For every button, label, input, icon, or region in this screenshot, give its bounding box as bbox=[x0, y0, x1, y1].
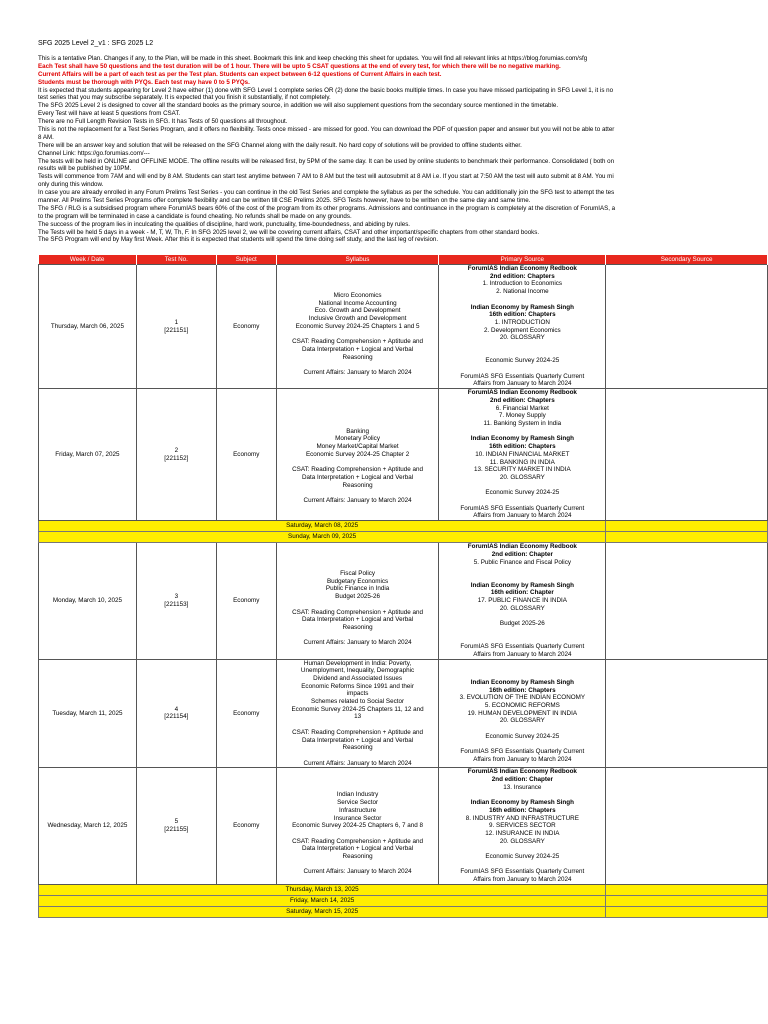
table-row bbox=[39, 389, 768, 521]
primary-source-line: ForumIAS SFG Essentials Quarterly Current bbox=[460, 748, 585, 756]
primary-source-line: 2nd edition: Chapter bbox=[491, 776, 553, 784]
primary-source-line: Indian Economy by Ramesh Singh bbox=[470, 435, 574, 443]
secondary-source-cell bbox=[606, 768, 768, 885]
column-header-primary-source: Primary Source bbox=[439, 255, 606, 265]
holiday-row bbox=[39, 884, 768, 895]
primary-source-line: 7. Money Supply bbox=[498, 412, 546, 420]
syllabus-cell bbox=[276, 659, 439, 768]
syllabus-line: Reasoning bbox=[342, 481, 373, 489]
table-row bbox=[39, 659, 768, 768]
spacer bbox=[439, 845, 605, 853]
syllabus-line: CSAT: Reading Comprehension + Aptitude and bbox=[292, 608, 424, 616]
primary-source-block bbox=[439, 357, 605, 365]
table-row bbox=[39, 543, 768, 659]
primary-source-line: Budget 2025-26 bbox=[499, 620, 545, 628]
syllabus-line: Budget 2025-26 bbox=[335, 593, 380, 601]
primary-source-line: ForumIAS SFG Essentials Quarterly Current bbox=[460, 372, 585, 380]
plan-note-line: 8 AM. bbox=[38, 133, 54, 141]
primary-source-block bbox=[439, 505, 605, 520]
primary-source-cell bbox=[439, 543, 606, 659]
syllabus-line: CSAT: Reading Comprehension + Aptitude and bbox=[292, 837, 424, 845]
primary-source-line: Affairs from January to March 2024 bbox=[473, 512, 572, 520]
primary-source-block bbox=[439, 643, 605, 658]
syllabus-block bbox=[279, 338, 437, 361]
syllabus-line: Economic Survey 2024-25 Chapters 6, 7 and 8 bbox=[292, 822, 424, 830]
primary-source-block bbox=[439, 733, 605, 741]
spacer bbox=[277, 277, 439, 285]
syllabus-line: 13 bbox=[354, 713, 362, 721]
primary-source-block bbox=[439, 559, 605, 567]
primary-source-line: 20. GLOSSARY bbox=[499, 837, 545, 845]
primary-source-line: 16th edition: Chapters bbox=[489, 311, 556, 319]
spacer bbox=[277, 632, 439, 640]
test-number: 2 bbox=[174, 446, 179, 454]
syllabus-line: Current Affairs: January to March 2024 bbox=[303, 496, 412, 504]
spacer bbox=[277, 752, 439, 760]
primary-source-block bbox=[439, 280, 605, 295]
syllabus-line: Money Market/Capital Market bbox=[316, 443, 399, 451]
primary-source-line: 16th edition: Chapters bbox=[489, 443, 556, 451]
primary-source-block bbox=[439, 405, 605, 428]
primary-source-line: 17. PUBLIC FINANCE IN INDIA bbox=[477, 596, 567, 604]
syllabus-line: Fiscal Policy bbox=[340, 570, 376, 578]
syllabus-line: Dividend and Associated Issues bbox=[313, 674, 403, 682]
syllabus-cell bbox=[276, 389, 439, 521]
test-number: 1 bbox=[174, 318, 179, 326]
syllabus-line: CSAT: Reading Comprehension + Aptitude and bbox=[292, 338, 424, 346]
primary-source-line: 13. Insurance bbox=[503, 783, 542, 791]
plan-note-line: only during this window. bbox=[38, 181, 104, 189]
spacer bbox=[439, 663, 605, 671]
syllabus-line: Public Finance in India bbox=[325, 585, 390, 593]
primary-source-line: Economic Survey 2024-25 bbox=[485, 357, 560, 365]
primary-source-block bbox=[439, 784, 605, 792]
plan-note-line: There will be an answer key and solution that will be released on the SFG Channel along with the daily result. No hard copy of solutions will be provided to offline students either. bbox=[38, 141, 522, 149]
primary-source-line: 12. INSURANCE IN INDIA bbox=[485, 829, 560, 837]
plan-note-line: There are no Full Length Revision Tests in SFG. It has Tests of 50 questions all throughout. bbox=[38, 118, 288, 126]
spacer bbox=[277, 776, 439, 784]
syllabus-line: impacts bbox=[346, 690, 369, 698]
spacer bbox=[439, 635, 605, 643]
syllabus-block bbox=[279, 639, 437, 647]
test-number: 5 bbox=[174, 818, 179, 826]
secondary-source-cell bbox=[606, 265, 768, 389]
spacer bbox=[277, 861, 439, 869]
syllabus-block bbox=[279, 570, 437, 601]
primary-source-line: Affairs from January to March 2024 bbox=[473, 876, 572, 884]
subject-cell: Economy bbox=[216, 543, 276, 659]
plan-notes bbox=[38, 55, 768, 244]
primary-source-cell bbox=[439, 389, 606, 521]
primary-source-line: 6. Financial Market bbox=[495, 404, 549, 412]
primary-source-line: 5. Public Finance and Fiscal Policy bbox=[473, 558, 571, 566]
syllabus-line: Banking bbox=[346, 427, 369, 435]
syllabus-line: Micro Economics bbox=[333, 291, 382, 299]
spacer bbox=[439, 628, 605, 636]
secondary-source-cell bbox=[606, 389, 768, 521]
primary-source-line: 10. INDIAN FINANCIAL MARKET bbox=[475, 450, 570, 458]
primary-source-line: Affairs from January to March 2024 bbox=[473, 380, 572, 388]
spacer bbox=[439, 342, 605, 350]
subject-cell: Economy bbox=[216, 265, 276, 389]
table-header-row bbox=[39, 255, 768, 265]
spacer bbox=[439, 725, 605, 733]
primary-source-block bbox=[439, 304, 605, 319]
primary-source-block bbox=[439, 489, 605, 497]
plan-note-line: Tests will commence from 7AM and will end by 8 AM. Students can start test anytime between 7 AM to 8 AM but the test will autosubmit at 8 AM i.e. If you start at 7:50 AM the test will auto submit at 8 AM. You mi bbox=[38, 173, 614, 181]
syllabus-line: Current Affairs: January to March 2024 bbox=[303, 868, 412, 876]
spacer bbox=[277, 284, 439, 292]
syllabus-line: Data Interpretation + Logical and Verbal bbox=[301, 845, 414, 853]
subject-cell: Economy bbox=[216, 389, 276, 521]
holiday-date: Thursday, March 13, 2025 bbox=[39, 884, 606, 895]
syllabus-block bbox=[279, 760, 437, 768]
syllabus-line: Monetary Policy bbox=[335, 435, 380, 443]
primary-source-line: 20. GLOSSARY bbox=[499, 604, 545, 612]
primary-source-line: 11. BANKING IN INDIA bbox=[489, 458, 555, 466]
week-date-cell: Tuesday, March 11, 2025 bbox=[39, 659, 137, 768]
primary-source-cell bbox=[439, 768, 606, 885]
syllabus-line: Budgetary Economics bbox=[326, 577, 389, 585]
subject-cell: Economy bbox=[216, 768, 276, 885]
table-row bbox=[39, 265, 768, 389]
primary-source-line: Indian Economy by Ramesh Singh bbox=[470, 581, 574, 589]
primary-source-line: 13. SECURITY MARKET IN INDIA bbox=[473, 466, 571, 474]
spacer bbox=[439, 740, 605, 748]
primary-source-cell bbox=[439, 659, 606, 768]
primary-source-block bbox=[439, 435, 605, 450]
primary-source-line: 16th edition: Chapter bbox=[490, 589, 554, 597]
spacer bbox=[277, 562, 439, 570]
spacer bbox=[439, 497, 605, 505]
primary-source-line: 1. INTRODUCTION bbox=[494, 318, 550, 326]
plan-note-line: The Tests will be held 5 days in a week - M, T, W, Th, F. In SFG 2025 level 2, we will be covering current affairs, CSAT and other important/specific chapters from other standard books. bbox=[38, 228, 540, 236]
holiday-date: Saturday, March 08, 2025 bbox=[39, 521, 606, 532]
spacer bbox=[439, 350, 605, 358]
syllabus-block bbox=[279, 609, 437, 632]
holiday-secondary-cell bbox=[606, 521, 768, 532]
column-header-secondary-source: Secondary Source bbox=[606, 255, 768, 265]
plan-note-line: Current Affairs will be a part of each test as per the Test plan. Students can expect between 6-12 questions of Current Affairs in each test. bbox=[38, 70, 442, 78]
spacer bbox=[439, 574, 605, 582]
spacer bbox=[277, 420, 439, 428]
spacer bbox=[277, 489, 439, 497]
syllabus-line: Data Interpretation + Logical and Verbal bbox=[301, 616, 414, 624]
holiday-secondary-cell bbox=[606, 532, 768, 543]
primary-source-line: 2nd edition: Chapters bbox=[489, 272, 555, 280]
syllabus-block bbox=[279, 729, 437, 752]
test-number-cell bbox=[136, 768, 216, 885]
syllabus-block bbox=[279, 292, 437, 331]
plan-note-line: The tests will be held in ONLINE and OFFLINE MODE. The offline results will be released first, by 5PM of the same day. It can be used by online students to benchmark their performance. Consolidated ( both on bbox=[38, 157, 615, 165]
spacer bbox=[277, 412, 439, 420]
primary-source-line: 16th edition: Chapters bbox=[489, 806, 556, 814]
holiday-date: Saturday, March 15, 2025 bbox=[39, 906, 606, 917]
spacer bbox=[277, 601, 439, 609]
syllabus-line: Inclusive Growth and Development bbox=[308, 315, 407, 323]
primary-source-block bbox=[439, 319, 605, 342]
syllabus-block bbox=[279, 660, 437, 722]
plan-note-line: This is not the replacement for a Test Series Program, and it offers no flexibility. Tests once missed - are missed for good. You can download the PDF of question paper and answer but you will not be able to atter bbox=[38, 126, 615, 134]
syllabus-line: Data Interpretation + Logical and Verbal bbox=[301, 736, 414, 744]
syllabus-line: Schemes related to Social Sector bbox=[311, 698, 405, 706]
holiday-secondary-cell bbox=[606, 895, 768, 906]
plan-note-line: Channel Link: https://go.forumias.com/--- bbox=[38, 149, 150, 157]
plan-note-line: In case you are already enrolled in any Forum Prelims Test Series - you can continue in the old Test Series and complete the syllabus as per the schedule. You can additionally join the SFG test to attempt the tes bbox=[38, 189, 615, 197]
primary-source-line: ForumIAS Indian Economy Redbook bbox=[467, 265, 577, 272]
primary-source-line: ForumIAS Indian Economy Redbook bbox=[467, 768, 577, 776]
test-code: [221155] bbox=[164, 826, 189, 834]
syllabus-line: CSAT: Reading Comprehension + Aptitude and bbox=[292, 466, 424, 474]
syllabus-line: Service Sector bbox=[337, 799, 379, 807]
syllabus-block bbox=[279, 466, 437, 489]
primary-source-line: ForumIAS Indian Economy Redbook bbox=[467, 543, 577, 551]
syllabus-block bbox=[279, 497, 437, 505]
primary-source-line: ForumIAS Indian Economy Redbook bbox=[467, 389, 577, 397]
primary-source-cell bbox=[439, 265, 606, 389]
primary-source-block bbox=[439, 799, 605, 814]
spacer bbox=[277, 405, 439, 413]
primary-source-block bbox=[439, 597, 605, 612]
column-header-test-no: Test No. bbox=[136, 255, 216, 265]
primary-source-block bbox=[439, 815, 605, 846]
primary-source-line: 20. GLOSSARY bbox=[499, 717, 545, 725]
holiday-secondary-cell bbox=[606, 884, 768, 895]
spacer bbox=[439, 861, 605, 869]
syllabus-block bbox=[279, 428, 437, 459]
spacer bbox=[277, 555, 439, 563]
spacer bbox=[277, 830, 439, 838]
test-number-cell bbox=[136, 659, 216, 768]
plan-note-line: It is expected that students appearing for Level 2 have either (1) done with SFG Level 1 complete series OR (2) done the basic books multiple times. In case you have missed participating in SFG Level 1, it is no bbox=[38, 86, 614, 94]
subject-cell: Economy bbox=[216, 659, 276, 768]
test-code: [221152] bbox=[164, 454, 189, 462]
syllabus-line: Reasoning bbox=[342, 353, 373, 361]
table-row bbox=[39, 768, 768, 885]
spacer bbox=[439, 365, 605, 373]
syllabus-block bbox=[279, 868, 437, 876]
plan-note-line: to the program will be terminated in case a candidate is found cheating. No refunds shall be made on any grounds. bbox=[38, 212, 352, 220]
syllabus-line: Insurance Sector bbox=[333, 814, 382, 822]
primary-source-line: 2nd edition: Chapter bbox=[491, 550, 553, 558]
syllabus-block bbox=[279, 838, 437, 861]
primary-source-line: 16th edition: Chapters bbox=[489, 686, 556, 694]
holiday-secondary-cell bbox=[606, 906, 768, 917]
week-date-cell: Thursday, March 06, 2025 bbox=[39, 265, 137, 389]
syllabus-line: Data Interpretation + Logical and Verbal bbox=[301, 473, 414, 481]
spacer bbox=[277, 784, 439, 792]
syllabus-line: National Income Accounting bbox=[318, 299, 397, 307]
primary-source-block bbox=[439, 543, 605, 558]
primary-source-block bbox=[439, 694, 605, 725]
primary-source-line: Indian Economy by Ramesh Singh bbox=[470, 799, 574, 807]
syllabus-line: CSAT: Reading Comprehension + Aptitude and bbox=[292, 728, 424, 736]
test-code: [221151] bbox=[164, 326, 189, 334]
primary-source-block bbox=[439, 620, 605, 628]
holiday-row bbox=[39, 521, 768, 532]
week-date-cell: Friday, March 07, 2025 bbox=[39, 389, 137, 521]
spacer bbox=[439, 428, 605, 436]
syllabus-line: Eco. Growth and Development bbox=[314, 307, 401, 315]
primary-source-block bbox=[439, 853, 605, 861]
primary-source-line: Economic Survey 2024-25 bbox=[485, 853, 560, 861]
syllabus-line: Current Affairs: January to March 2024 bbox=[303, 759, 412, 767]
syllabus-line: Indian Industry bbox=[336, 791, 379, 799]
holiday-row bbox=[39, 532, 768, 543]
plan-note-line: The SFG Program will end by May first Week. After this it is expected that students will spend the time doing self study, and the last leg of revision. bbox=[38, 236, 439, 244]
plan-note-line: The SFG / RLG is a subsidised program where ForumIAS bears 60% of the cost of the program from its other programs. Admissions and continuance in the program is completely at the discretion of ForumIAS, a bbox=[38, 204, 616, 212]
primary-source-line: 8. INDUSTRY AND INFRASTRUCTURE bbox=[465, 814, 579, 822]
syllabus-line: Reasoning bbox=[342, 623, 373, 631]
primary-source-line: 5. ECONOMIC REFORMS bbox=[484, 701, 560, 709]
test-number-cell bbox=[136, 265, 216, 389]
plan-note-line: test series that you may subscribe separately. It is expected that you finish it substantially, if not completely. bbox=[38, 94, 331, 102]
spacer bbox=[439, 612, 605, 620]
primary-source-block bbox=[439, 768, 605, 783]
holiday-row bbox=[39, 906, 768, 917]
schedule-table bbox=[38, 255, 768, 918]
syllabus-line: Reasoning bbox=[342, 744, 373, 752]
primary-source-block bbox=[439, 582, 605, 597]
test-number-cell bbox=[136, 543, 216, 659]
primary-source-line: ForumIAS SFG Essentials Quarterly Current bbox=[460, 868, 585, 876]
primary-source-block bbox=[439, 451, 605, 482]
primary-source-block bbox=[439, 389, 605, 404]
primary-source-block bbox=[439, 868, 605, 883]
syllabus-line: Economic Survey 2024-25 Chapters 1 and 5 bbox=[295, 322, 420, 330]
primary-source-line: 20. GLOSSARY bbox=[499, 473, 545, 481]
plan-note-line: This is a tentative Plan. Changes if any, to the Plan, will be made in this sheet. Bookmark this link and keep checking this sheet for updates. You will find all relevant links at https://blog.forumias.com/sfg bbox=[38, 55, 588, 62]
test-number: 4 bbox=[174, 705, 179, 713]
syllabus-line: Unemployment, Inequality, Demographic bbox=[300, 667, 415, 675]
spacer bbox=[277, 721, 439, 729]
test-number: 3 bbox=[174, 593, 179, 601]
test-code: [221153] bbox=[164, 600, 189, 608]
test-code: [221154] bbox=[164, 713, 189, 721]
syllabus-block bbox=[279, 791, 437, 830]
spacer bbox=[439, 566, 605, 574]
plan-note-line: Every Test will have at least 5 questions from CSAT. bbox=[38, 110, 181, 118]
syllabus-cell bbox=[276, 768, 439, 885]
primary-source-line: Indian Economy by Ramesh Singh bbox=[470, 678, 574, 686]
plan-note-line: The success of the program lies in inculcating the qualities of discipline, hard work, punctuality, time-boundedness, and abiding by rules. bbox=[38, 220, 411, 228]
primary-source-line: ForumIAS SFG Essentials Quarterly Current bbox=[460, 504, 585, 512]
holiday-date: Friday, March 14, 2025 bbox=[39, 895, 606, 906]
primary-source-line: 3. EVOLUTION OF THE INDIAN ECONOMY bbox=[459, 694, 586, 702]
primary-source-line: ForumIAS SFG Essentials Quarterly Current bbox=[460, 643, 585, 651]
primary-source-block bbox=[439, 748, 605, 763]
syllabus-line: Economic Reforms Since 1991 and their bbox=[301, 682, 414, 690]
syllabus-line: Economic Survey 2024-25 Chapters 11, 12 and bbox=[291, 705, 424, 713]
primary-source-line: 2. Development Economics bbox=[484, 326, 561, 334]
primary-source-line: 9. SERVICES SECTOR bbox=[489, 822, 556, 830]
syllabus-cell bbox=[276, 543, 439, 659]
primary-source-block bbox=[439, 265, 605, 280]
syllabus-line: Current Affairs: January to March 2024 bbox=[303, 368, 412, 376]
secondary-source-cell bbox=[606, 543, 768, 659]
plan-note-line: Students must be thorough with PYQs. Each test may have 0 to 5 PYQs. bbox=[38, 78, 250, 86]
syllabus-cell bbox=[276, 265, 439, 389]
spacer bbox=[277, 330, 439, 338]
spacer bbox=[439, 296, 605, 304]
column-header-week: Week / Date bbox=[39, 255, 137, 265]
plan-note-line: manner. All Prelims Test Series Programs offer complete flexibility and can be written till CSE Prelims 2025. SFG Tests however, have to be written on the same day and same time. bbox=[38, 197, 531, 205]
primary-source-line: 2. National Income bbox=[496, 288, 549, 296]
primary-source-line: 1. Introduction to Economics bbox=[482, 280, 563, 288]
primary-source-line: Economic Survey 2024-25 bbox=[485, 489, 560, 497]
primary-source-block bbox=[439, 679, 605, 694]
plan-note-line: Each Test shall have 50 questions and the test duration will be of 1 hour. There will be upto 5 CSAT questions at the end of every test, for which there will be no negative marking. bbox=[38, 62, 561, 70]
syllabus-line: Data Interpretation + Logical and Verbal bbox=[301, 345, 414, 353]
document-title: SFG 2025 Level 2_v1 : SFG 2025 L2 bbox=[38, 40, 154, 47]
syllabus-line: Infrastructure bbox=[339, 806, 377, 814]
week-date-cell: Monday, March 10, 2025 bbox=[39, 543, 137, 659]
plan-note-line: The SFG 2025 Level 2 is designed to cover all the standard books as the primary source, in addition we will also supplement questions from the secondary source mentioned in the timetable. bbox=[38, 102, 559, 110]
primary-source-line: 2nd edition: Chapters bbox=[489, 396, 555, 404]
primary-source-line: 20. GLOSSARY bbox=[499, 334, 545, 342]
primary-source-line: Affairs from January to March 2024 bbox=[473, 650, 572, 658]
syllabus-line: Reasoning bbox=[342, 853, 373, 861]
spacer bbox=[277, 458, 439, 466]
test-number-cell bbox=[136, 389, 216, 521]
plan-note-line: results will be published by 10PM. bbox=[38, 165, 132, 173]
primary-source-line: 11. Banking System in India bbox=[483, 420, 562, 427]
holiday-date: Sunday, March 09, 2025 bbox=[39, 532, 606, 543]
spacer bbox=[439, 791, 605, 799]
primary-source-line: 19. HUMAN DEVELOPMENT IN INDIA bbox=[467, 709, 578, 717]
spacer bbox=[439, 482, 605, 490]
syllabus-line: Human Development in India: Poverty, bbox=[303, 659, 412, 667]
spacer bbox=[439, 671, 605, 679]
primary-source-line: Indian Economy by Ramesh Singh bbox=[470, 303, 574, 311]
primary-source-block bbox=[439, 373, 605, 388]
primary-source-line: Affairs from January to March 2024 bbox=[473, 755, 572, 763]
syllabus-block bbox=[279, 369, 437, 377]
holiday-row bbox=[39, 895, 768, 906]
syllabus-line: Economic Survey 2024-25 Chapter 2 bbox=[305, 450, 410, 458]
week-date-cell: Wednesday, March 12, 2025 bbox=[39, 768, 137, 885]
syllabus-line: Current Affairs: January to March 2024 bbox=[303, 639, 412, 647]
spacer bbox=[277, 361, 439, 369]
secondary-source-cell bbox=[606, 659, 768, 768]
primary-source-line: Economic Survey 2024-25 bbox=[485, 732, 560, 740]
column-header-syllabus: Syllabus bbox=[276, 255, 439, 265]
column-header-subject: Subject bbox=[216, 255, 276, 265]
